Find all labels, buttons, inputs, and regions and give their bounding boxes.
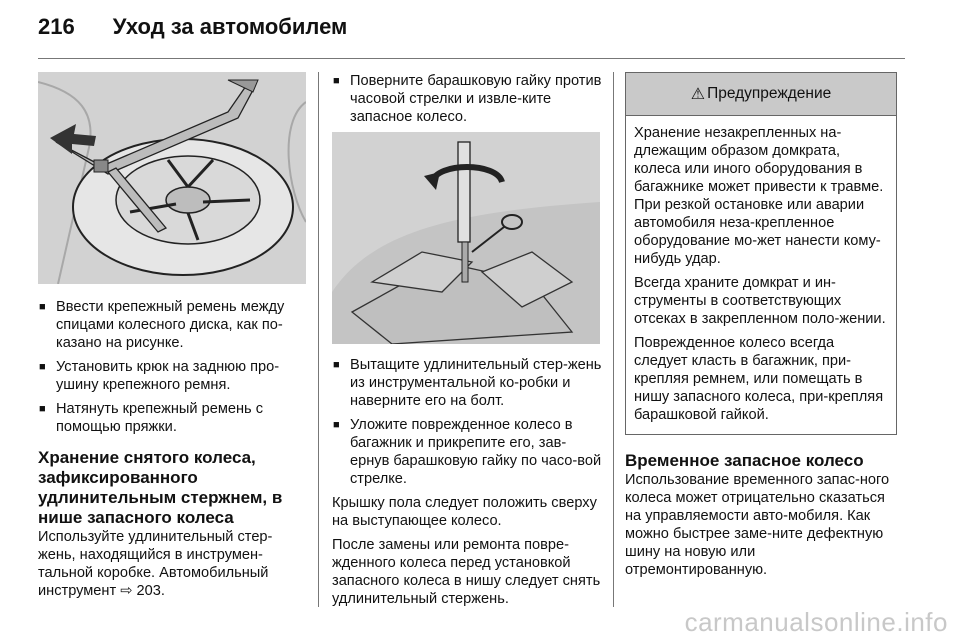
warning-paragraph: Хранение незакрепленных на-длежащим образом домкрата, колеса или иного оборудования в багажнике может привести к травме. При резкой остановке или аварии автомобиля неза-крепленное оборудование мо-жет нанести кому-нибудь удар. (634, 125, 884, 267)
list-item: ■ Установить крюк на заднюю про-ушину крепежного ремня. (38, 358, 306, 394)
figure-spare-wheel-bolt (332, 132, 600, 344)
header-rule (38, 58, 905, 59)
section-heading: Хранение снятого колеса, зафиксированного удлинительным стержнем, в нише запасного колеса (38, 448, 283, 527)
column-divider (318, 72, 319, 607)
wheel-strap-illustration (38, 72, 306, 284)
list-item: ■ Поверните барашковую гайку против часовой стрелки и извле-ките запасное колесо. (332, 72, 604, 126)
list-item: ■ Уложите поврежденное колесо в багажник и прикрепите его, зав-ернув барашковую гайку по часо-вой стрелке. (332, 416, 604, 488)
list-item: ■ Натянуть крепежный ремень с помощью пряжки. (38, 400, 306, 436)
column-1 (38, 72, 306, 600)
page-title: Уход за автомобилем (112, 14, 348, 39)
bullet-list-2a (332, 72, 604, 126)
list-item: ■ Ввести крепежный ремень между спицами колесного диска, как по-казано на рисунке. (38, 298, 306, 352)
column-divider (613, 72, 614, 607)
figure-wheel-strap (38, 72, 306, 284)
section-text: Использование временного запас-ного колеса может отрицательно сказаться на управляемости авто-мобиля. Как можно быстрее заме-ните дефектную шину на новую или отремонтированную. (625, 472, 890, 578)
warning-body (626, 116, 896, 434)
column-3 (625, 72, 897, 579)
column-2 (332, 72, 604, 608)
paragraph: После замены или ремонта повре-жденного колеса перед установкой запасного колеса в нишу следует снять удлинительный стержень. (332, 537, 601, 607)
section-heading: Временное запасное колесо (625, 451, 864, 470)
watermark: carmanualsonline.info (684, 607, 948, 637)
warning-box (625, 72, 897, 435)
warning-paragraph: Всегда храните домкрат и ин-струменты в соответствующих отсеках в закрепленном поло-жении. (634, 275, 886, 327)
bullet-list-1 (38, 298, 306, 436)
section-text: Используйте удлинительный стер-жень, находящийся в инструмен-тальной коробке. Автомобильный инструмент ⇨ 203. (38, 529, 273, 599)
paragraph: Крышку пола следует положить сверху на выступающее колесо. (332, 495, 597, 529)
warning-paragraph: Поврежденное колесо всегда следует класть в багажник, при-крепляя ремнем, или помещать в нишу запасного колеса, при-крепляя барашковой гайкой. (634, 335, 884, 423)
page-header (38, 14, 347, 54)
warning-triangle-icon: ⚠ (690, 86, 706, 103)
spare-wheel-bolt-illustration (332, 132, 600, 344)
warning-header (626, 73, 896, 116)
reference-arrow-icon: ⇨ (120, 583, 133, 599)
warning-title: Предупреждение (707, 85, 832, 102)
page-number: 216 (38, 14, 75, 39)
list-item: ■ Вытащите удлинительный стер-жень из инструментальной ко-робки и наверните его на болт. (332, 356, 604, 410)
bullet-list-2b (332, 356, 604, 488)
